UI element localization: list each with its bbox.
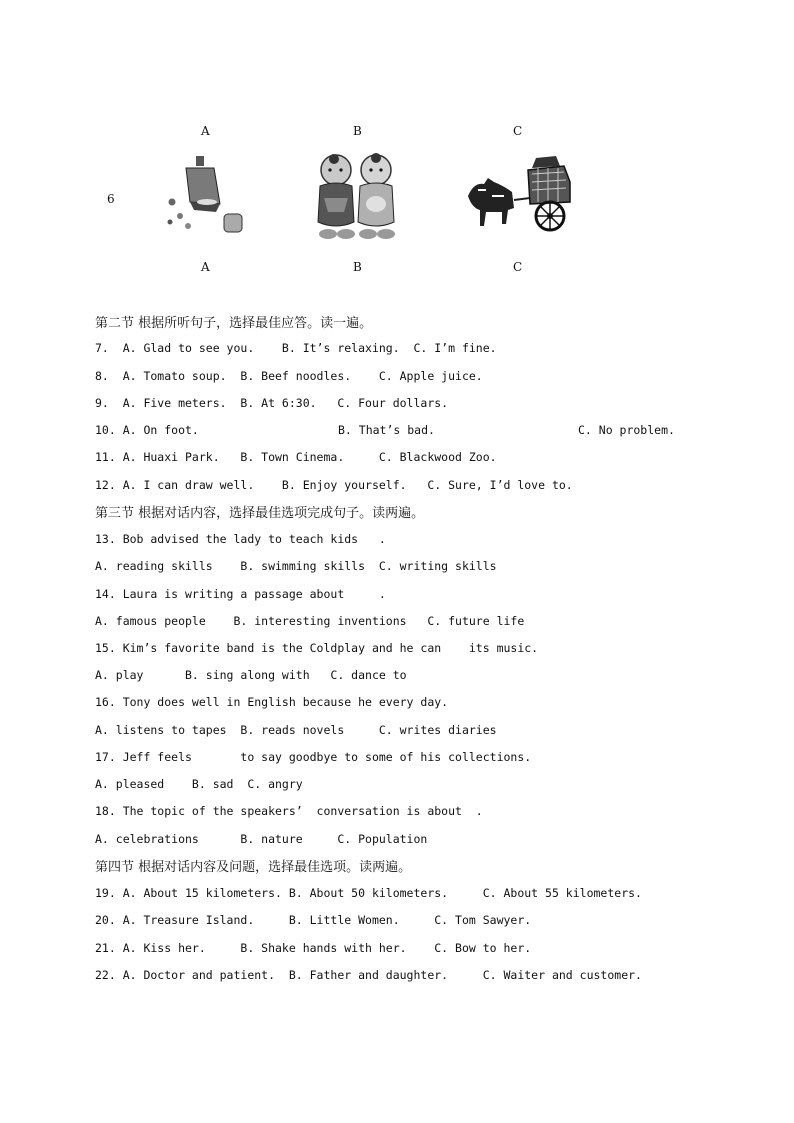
lantern-icon bbox=[160, 152, 252, 238]
question-15: 15. Kim’s favorite band is the Coldplay and he can its music. bbox=[95, 641, 539, 655]
question-11: 11. A. Huaxi Park. B. Town Cinema. C. Blackwood Zoo. bbox=[95, 450, 497, 464]
question-15-options: A. play B. sing along with C. dance to bbox=[95, 668, 407, 682]
section2-heading: 第二节 根据所听句子，选择最佳应答。读一遍。 bbox=[95, 316, 373, 331]
question-9: 9. A. Five meters. B. At 6:30. C. Four dollars. bbox=[95, 396, 449, 410]
question-10-option-b: B. That’s bad. bbox=[338, 423, 435, 437]
option-label-a-top: A bbox=[201, 124, 210, 138]
question-16-options: A. listens to tapes B. reads novels C. writes diaries bbox=[95, 723, 497, 737]
question-19: 19. A. About 15 kilometers. B. About 50 kilometers. C. About 55 kilometers. bbox=[95, 886, 642, 900]
clay-dolls-icon bbox=[310, 150, 402, 244]
question-14-options: A. famous people B. interesting inventions C. future life bbox=[95, 614, 525, 628]
section4-heading: 第四节 根据对话内容及问题，选择最佳选项。读两遍。 bbox=[95, 860, 412, 875]
question-12: 12. A. I can draw well. B. Enjoy yourself. C. Sure, I’d love to. bbox=[95, 478, 573, 492]
question-18-options: A. celebrations B. nature C. Population bbox=[95, 832, 428, 846]
question-14: 14. Laura is writing a passage about . bbox=[95, 587, 386, 601]
question-16: 16. Tony does well in English because he every day. bbox=[95, 695, 449, 709]
question-17-options: A. pleased B. sad C. angry bbox=[95, 777, 303, 791]
option-label-b-top: B bbox=[353, 124, 362, 138]
option-label-c-bottom: C bbox=[513, 260, 523, 274]
question-7: 7. A. Glad to see you. B. It’s relaxing. C. I’m fine. bbox=[95, 341, 497, 355]
question-13: 13. Bob advised the lady to teach kids . bbox=[95, 532, 386, 546]
question-20: 20. A. Treasure Island. B. Little Women. C. Tom Sawyer. bbox=[95, 913, 532, 927]
option-label-c-top: C bbox=[513, 124, 523, 138]
question-number-6: 6 bbox=[107, 192, 115, 206]
section3-heading: 第三节 根据对话内容，选择最佳选项完成句子。读两遍。 bbox=[95, 506, 425, 521]
question-21: 21. A. Kiss her. B. Shake hands with her. C. Bow to her. bbox=[95, 941, 532, 955]
papercut-ox-cart-icon bbox=[464, 152, 576, 242]
option-label-a-bottom: A bbox=[201, 260, 210, 274]
question-8: 8. A. Tomato soup. B. Beef noodles. C. Apple juice. bbox=[95, 369, 483, 383]
question-10-option-c: C. No problem. bbox=[578, 423, 675, 437]
question-13-options: A. reading skills B. swimming skills C. writing skills bbox=[95, 559, 497, 573]
option-label-b-bottom: B bbox=[353, 260, 362, 274]
question-18: 18. The topic of the speakers’ conversation is about . bbox=[95, 804, 483, 818]
question-17: 17. Jeff feels to say goodbye to some of his collections. bbox=[95, 750, 532, 764]
question-10-option-a: 10. A. On foot. bbox=[95, 423, 199, 437]
question-22: 22. A. Doctor and patient. B. Father and daughter. C. Waiter and customer. bbox=[95, 968, 642, 982]
